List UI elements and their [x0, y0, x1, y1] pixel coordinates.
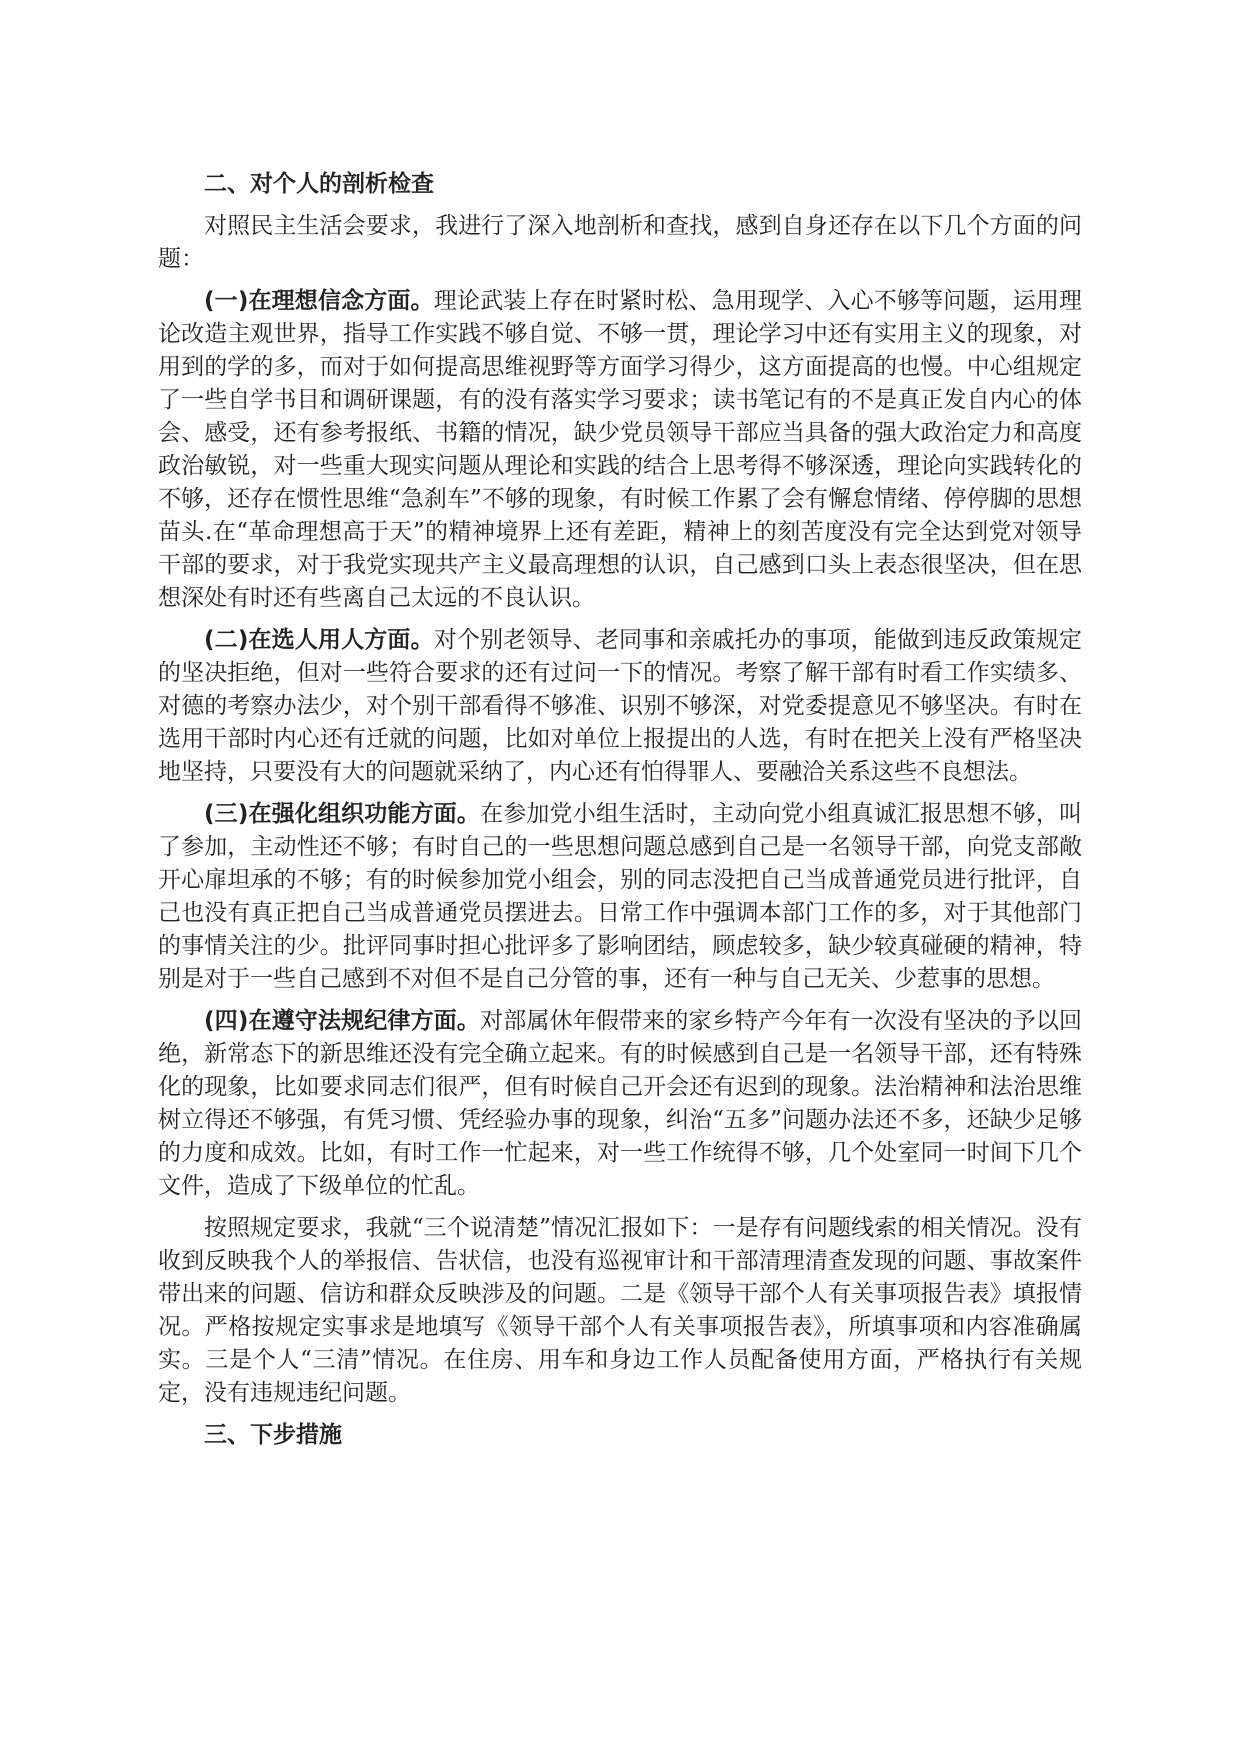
- item-title: (三)在强化组织功能方面。: [204, 801, 481, 827]
- section-heading-self-analysis: 二、对个人的剖析检查: [204, 171, 434, 197]
- item-organization: [158, 798, 1082, 996]
- item-discipline: [158, 1005, 1082, 1203]
- item-personnel: [158, 624, 1082, 789]
- item-title: (四)在遵守法规纪律方面。: [204, 1008, 481, 1034]
- item-body: 对部属休年假带来的家乡特产今年有一次没有坚决的予以回绝，新常态下的新思维还没有完全确立起来。有的时候感到自己是一名领导干部，还有特殊化的现象，比如要求同志们很严，但有时候自己开会还有迟到的现象。法治精神和法治思维树立得还不够强，有凭习惯、凭经验办事的现象，纠治“五多”问题办法还不多，还缺少足够的力度和成效。比如，有时工作一忙起来，对一些工作统得不够，几个处室同一时间下几个文件，造成了下级单位的忙乱。: [158, 1008, 1083, 1199]
- document-page: [158, 168, 1082, 1461]
- item-title: (一)在理想信念方面。: [204, 288, 434, 314]
- item-body: 对个别老领导、老同事和亲戚托办的事项，能做到违反政策规定的坚决拒绝，但对一些符合要求的还有过问一下的情况。考察了解干部有时看工作实绩多、对德的考察办法少，对个别干部看得不够准、识别不够深，对党委提意见不够坚决。有时在选用干部时内心还有迁就的问题，比如对单位上报提出的人选，有时在把关上没有严格坚决地坚持，只要没有大的问题就采纳了，内心还有怕得罪人、要融洽关系这些不良想法。: [158, 627, 1083, 785]
- section-heading-next-steps: 三、下步措施: [204, 1422, 342, 1448]
- item-ideals: [158, 285, 1082, 615]
- item-title: (二)在选人用人方面。: [204, 627, 434, 653]
- item-body: 理论武装上存在时紧时松、急用现学、入心不够等问题，运用理论改造主观世界，指导工作实践不够自觉、不够一贯，理论学习中还有实用主义的现象，对用到的学的多，而对于如何提高思维视野等方面学习得少，这方面提高的也慢。中心组规定了一些自学书目和调研课题，有的没有落实学习要求；读书笔记有的不是真正发自内心的体会、感受，还有参考报纸、书籍的情况，缺少党员领导干部应当具备的强大政治定力和高度政治敏锐，对一些重大现实问题从理论和实践的结合上思考得不够深透，理论向实践转化的不够，还存在惯性思维“急刹车”不够的现象，有时候工作累了会有懈怠情绪、停停脚的思想苗头.在“革命理想高于天”的精神境界上还有差距，精神上的刻苦度没有完全达到党对领导干部的要求，对于我党实现共产主义最高理想的认识，自己感到口头上表态很坚决，但在思想深处有时还有些离自己太远的不良认识。: [158, 288, 1083, 611]
- intro-paragraph: 对照民主生活会要求，我进行了深入地剖析和查找，感到自身还存在以下几个方面的问题：: [158, 213, 1082, 272]
- item-body: 在参加党小组生活时，主动向党小组真诚汇报思想不够，叫了参加，主动性还不够；有时自己的一些思想问题总感到自己是一名领导干部，向党支部敞开心扉坦承的不够；有的时候参加党小组会，别的同志没把自己当成普通党员进行批评，自己也没有真正把自己当成普通党员摆进去。日常工作中强调本部门工作的多，对于其他部门的事情关注的少。批评同事时担心批评多了影响团结，顾虑较多，缺少较真碰硬的精神，特别是对于一些自己感到不对但不是自己分管的事，还有一种与自己无关、少惹事的思想。: [158, 801, 1083, 992]
- report-paragraph: 按照规定要求，我就“三个说清楚”情况汇报如下：一是存有问题线索的相关情况。没有收到反映我个人的举报信、告状信，也没有巡视审计和干部清理清查发现的问题、事故案件带出来的问题、信访和群众反映涉及的问题。二是《领导干部个人有关事项报告表》填报情况。严格按规定实事求是地填写《领导干部个人有关事项报告表》，所填事项和内容准确属实。三是个人“三清”情况。在住房、用车和身边工作人员配备使用方面，严格执行有关规定，没有违规违纪问题。: [158, 1215, 1082, 1406]
